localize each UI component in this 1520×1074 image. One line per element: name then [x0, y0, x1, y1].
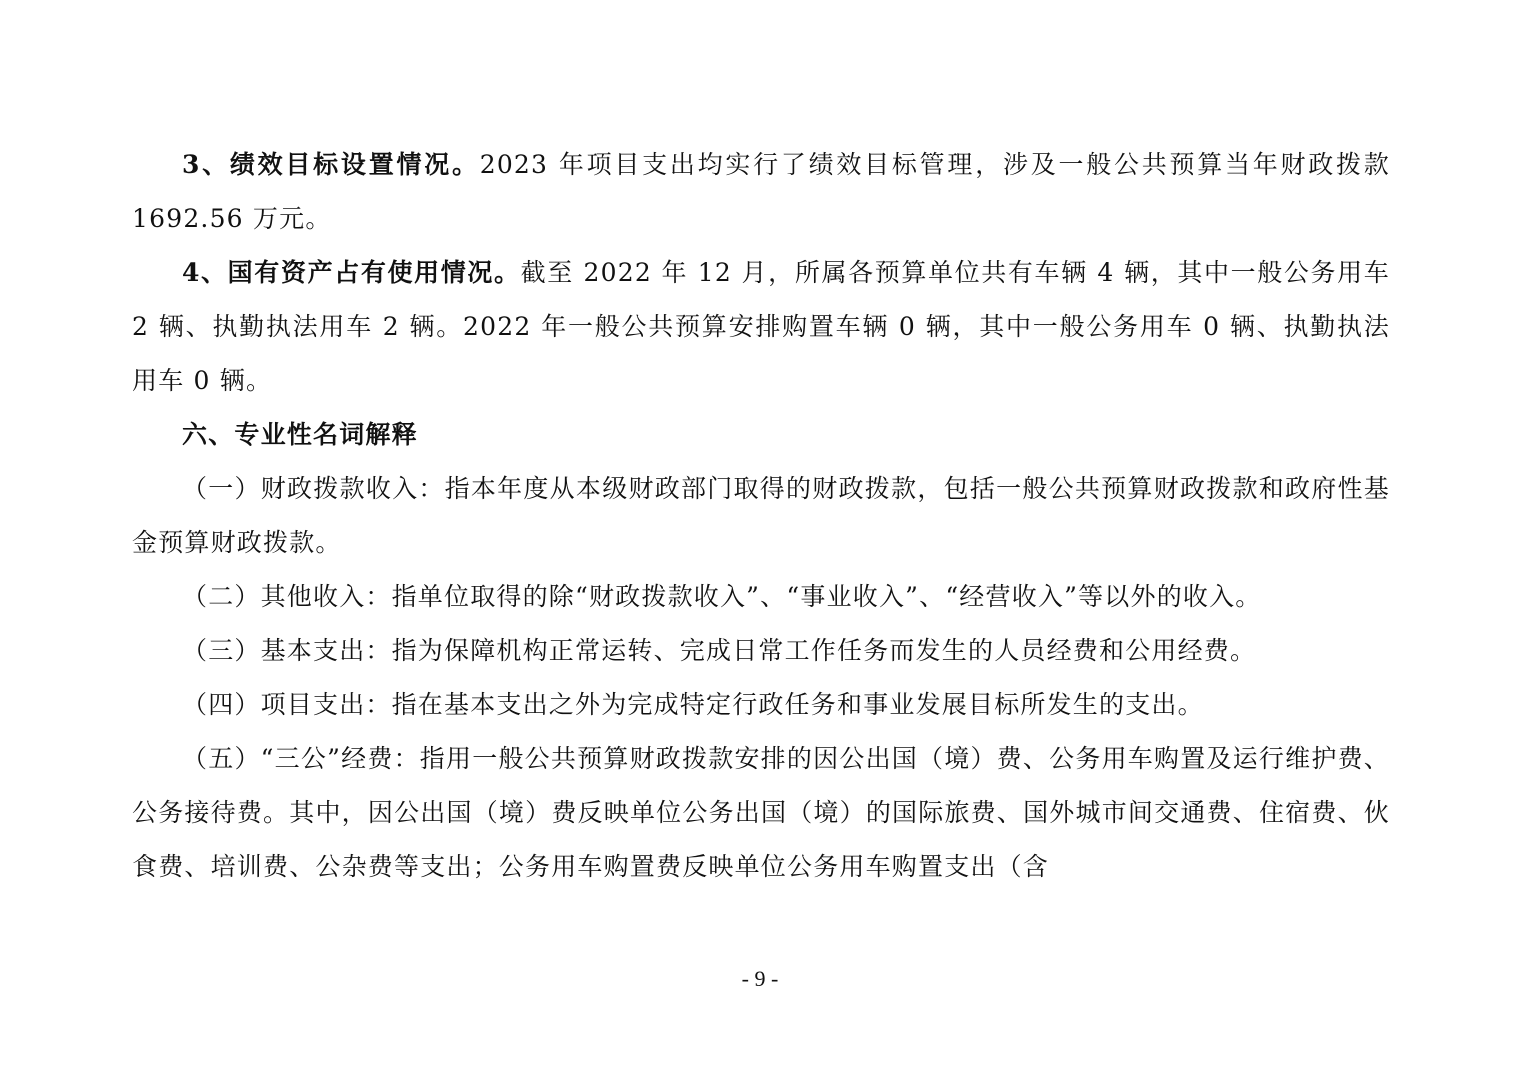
definition-basic-expenditure: （三）基本支出：指为保障机构正常运转、完成日常工作任务而发生的人员经费和公用经费。 — [182, 636, 1257, 665]
paragraph-lead: 3、绩效目标设置情况。 — [182, 150, 480, 179]
document-body — [132, 138, 1390, 894]
section-heading: 六、专业性名词解释 — [182, 420, 418, 449]
page-number: - 9 - — [741, 966, 779, 991]
definition-three-public-expenses: （五）“三公”经费：指用一般公共预算财政拨款安排的因公出国（境）费、公务用车购置及运行维护费、公务接待费。其中，因公出国（境）费反映单位公务出国（境）的国际旅费、国外城市间交通费、住宿费、伙食费、培训费、公杂费等支出；公务用车购置费反映单位公务用车购置支出（含 — [132, 744, 1390, 881]
definition-fiscal-appropriation-income: （一）财政拨款收入：指本年度从本级财政部门取得的财政拨款，包括一般公共预算财政拨款和政府性基金预算财政拨款。 — [132, 474, 1390, 557]
paragraph-state-assets — [132, 246, 1390, 408]
paragraph-lead: 4、国有资产占有使用情况。 — [182, 258, 521, 287]
paragraph-text: 截至 2022 年 12 月，所属各预算单位共有车辆 4 辆，其中一般公务用车 2 辆、执勤执法用车 2 辆。2022 年一般公共预算安排购置车辆 0 辆，其中一般公务用车 0 辆、执勤执法用车 0 辆。 — [132, 258, 1391, 395]
paragraph-performance-targets — [132, 138, 1390, 246]
definition-project-expenditure: （四）项目支出：指在基本支出之外为完成特定行政任务和事业发展目标所发生的支出。 — [182, 690, 1204, 719]
definition-other-income: （二）其他收入：指单位取得的除“财政拨款收入”、“事业收入”、“经营收入”等以外的收入。 — [182, 582, 1262, 611]
paragraph-text: 2023 年项目支出均实行了绩效目标管理，涉及一般公共预算当年财政拨款 1692.56 万元。 — [132, 150, 1390, 233]
